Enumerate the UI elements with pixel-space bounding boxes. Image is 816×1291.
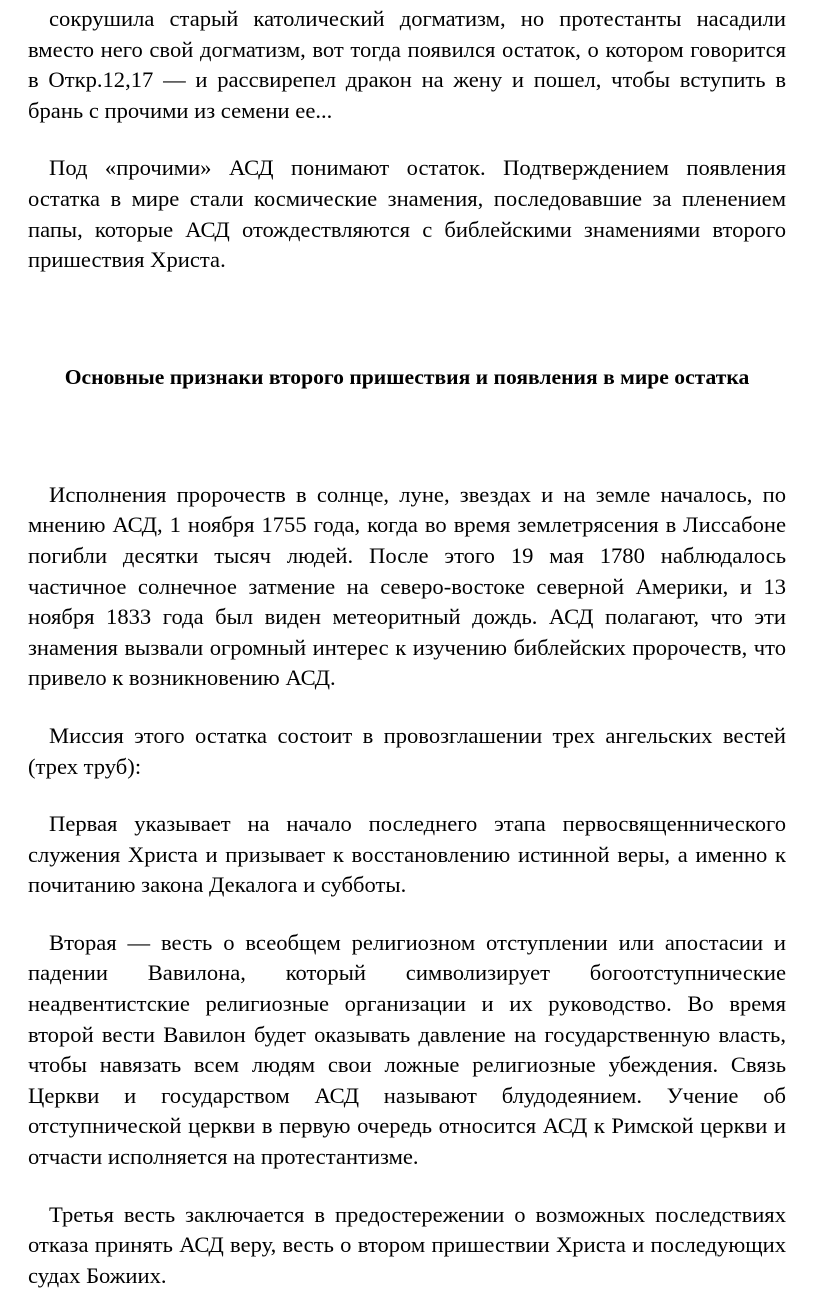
section-heading: Основные признаки второго пришествия и появления в мире остатка — [64, 364, 750, 389]
paragraph-second-message: Вторая — весть о всеобщем религиозном отступлении или апостасии и падении Вавилона, который символизирует богоотступнические неадвентистские религиозные организации и их руководство. Во время второй вести Вавилон будет оказывать давление на государственную власть, чтобы навязать всем людям свои ложные религиозные убеждения. Связь Церкви и государством АСД называют блудодеянием. Учение об отступнической церкви в первую очередь относится АСД к Римской церкви и отчасти исполняется на протестантизме. — [28, 929, 786, 1170]
paragraph-first-message: Первая указывает на начало последнего этапа первосвященнического служения Христа и призывает к восстановлению истинной веры, а именно к почитанию закона Декалога и субботы. — [28, 811, 786, 898]
paragraph-remnant-definition: Под «прочими» АСД понимают остаток. Подтверждением появления остатка в мире стали космические знамения, последовавшие за пленением папы, которые АСД отождествляются с библейскими знамениями второго пришествия Христа. — [28, 155, 786, 273]
paragraph-mission: Миссия этого остатка состоит в провозглашении трех ангельских вестей (трех труб): — [28, 722, 786, 779]
paragraph-third-message: Третья весть заключается в предостережении о возможных последствиях отказа принять АСД веру, весть о втором пришествии Христа и последующих судах Божиих. — [28, 1201, 786, 1288]
paragraph-continuation: сокрушила старый католический догматизм, но протестанты насадили вместо него свой догматизм, вот тогда появился остаток, о котором говорится в Откр.12,17 — и рассвирепел дракон на жену и пошел, чтобы вступить в брань с прочими из семени ее... — [28, 6, 786, 123]
paragraph-prophecies: Исполнения пророчеств в солнце, луне, звездах и на земле началось, по мнению АСД, 1 ноября 1755 года, когда во время землетрясения в Лиссабоне погибли десятки тысяч людей. После этого 19 мая 1780 наблюдалось частичное солнечное затмение на северо-востоке северной Америки, и 13 ноября 1833 года был виден метеоритный дождь. АСД полагают, что эти знамения вызвали огромный интерес к изучению библейских пророчеств, что привело к возникновению АСД. — [28, 481, 786, 691]
